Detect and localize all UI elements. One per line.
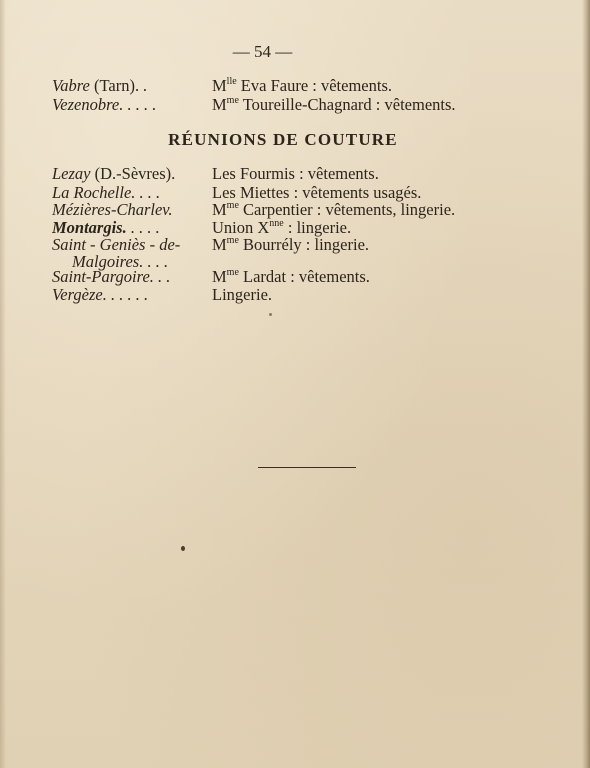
entry-description: $M^{lle}$ Eva Faure : vêtements. — [212, 75, 392, 95]
place-name: Lezay (D.-Sèvres). — [52, 164, 176, 183]
place-name: Vabre (Tarn). . — [52, 76, 148, 95]
place-name: Vezenobre. . . . . — [52, 95, 157, 114]
end-rule — [258, 467, 356, 468]
entry-description: $M^{me}$ Lardat : vêtements. — [212, 266, 370, 286]
entry-description: Les Miettes : vêtements usagés. — [212, 183, 422, 202]
place-name: Mézières-Charlev. — [52, 200, 173, 219]
place-name: Vergèze. . . . . . — [52, 285, 149, 304]
entry-description: Les Fourmis : vêtements. — [212, 164, 379, 183]
ink-speck — [269, 313, 272, 316]
entry-description: $M^{me}$ Toureille-Chagnard : vêtements. — [212, 94, 456, 114]
entry-description: $M^{me}$ Carpentier : vêtements, lingerie. — [212, 199, 456, 219]
section-heading: RÉUNIONS DE COUTURE — [168, 130, 398, 149]
place-name: Saint-Pargoire. . . — [52, 267, 171, 286]
page-number: — 54 — — [232, 42, 293, 61]
entry-description: $M^{me}$ Bourrély : lingerie. — [212, 234, 370, 254]
list-item — [0, 94, 590, 116]
place-name: Malgoires. . . . — [72, 252, 169, 271]
place-name: Saint - Geniès - de- — [52, 235, 181, 254]
entry-description: Lingerie. — [212, 285, 273, 304]
ink-speck — [181, 546, 185, 551]
entry-description: Union $X^{nne}$ : lingerie. — [212, 217, 352, 237]
list-item — [0, 284, 590, 306]
place-name: La Rochelle. . . . — [52, 183, 161, 202]
place-name: Montargis. . . . . — [52, 218, 160, 237]
